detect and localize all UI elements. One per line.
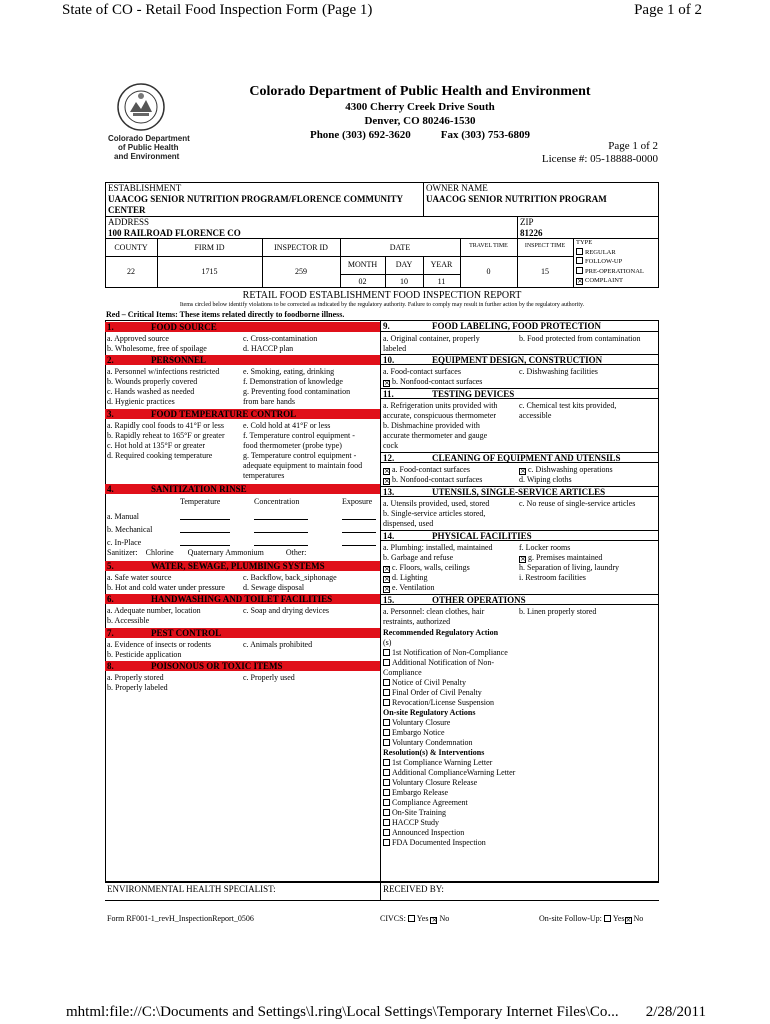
- action-checkbox[interactable]: [383, 789, 390, 796]
- type-preoperational-checkbox[interactable]: [576, 267, 583, 274]
- section-water-sewage: 5. WATER, SEWAGE, PLUMBING SYSTEMS: [105, 561, 380, 571]
- violation-12b-checkbox[interactable]: [383, 478, 390, 485]
- inspection-type: TYPE REGULAR FOLLOW-UP PRE-OPERATIONAL ×COMPLAINT: [576, 238, 644, 286]
- action-checkbox[interactable]: [383, 759, 390, 766]
- followup: On-site Follow-Up: Yes× No: [539, 914, 643, 924]
- inspector-value: 259: [295, 267, 307, 276]
- civcs-yes-checkbox[interactable]: [408, 915, 415, 922]
- firm-value: 1715: [201, 267, 218, 276]
- state-seal-logo: [116, 82, 166, 132]
- action-checkbox[interactable]: [383, 769, 390, 776]
- action-checkbox[interactable]: [383, 809, 390, 816]
- section-toxic-items: 8. POISONOUS OR TOXIC ITEMS: [105, 661, 380, 671]
- agency-logo-text: Colorado Department of Public Health and Environment: [108, 134, 190, 161]
- type-regular-checkbox[interactable]: [576, 248, 583, 255]
- section-other-operations: 15. OTHER OPERATIONS: [381, 594, 659, 605]
- received-by-label: RECEIVED BY:: [383, 884, 444, 894]
- agency-title: Colorado Department of Public Health and Environment: [249, 84, 591, 99]
- zip: 81226: [520, 228, 543, 238]
- violation-14g-checkbox[interactable]: [519, 556, 526, 563]
- regulatory-actions: Recommended Regulatory Action (s) 1st Notification of Non-Compliance Additional Notification of Non-Compliance Notice of Civil Penalty Final Order of Civil Penalty Revocation/License Suspension On-site Regulatory Actions Voluntary Closure Embargo Notice Voluntary Condemnation Resolution(s) & Interventions 1st Compliance Warning Letter Additional ComplianceWarning Letter Voluntary Closure Release Embargo Release Compliance Agreement On-Site Training HACCP Study Announced Inspection FDA Documented Inspection: [383, 628, 516, 847]
- section-testing-devices: 11. TESTING DEVICES: [381, 388, 659, 399]
- type-followup-checkbox[interactable]: [576, 257, 583, 264]
- violation-12a-checkbox[interactable]: [383, 468, 390, 475]
- violation-14d-checkbox[interactable]: [383, 576, 390, 583]
- action-checkbox[interactable]: [383, 799, 390, 806]
- establishment-label: ESTABLISHMENT: [108, 183, 182, 193]
- section-cleaning: 12. CLEANING OF EQUIPMENT AND UTENSILS: [381, 452, 659, 463]
- section-physical-facilities: 14. PHYSICAL FACILITIES: [381, 530, 659, 541]
- address: 100 RAILROAD FLORENCE CO: [108, 228, 241, 238]
- license-number: License #: 05-18888-0000: [541, 153, 658, 165]
- action-checkbox[interactable]: [383, 689, 390, 696]
- agency-header: Colorado Department of Public Health and Environment 4300 Cherry Creek Drive South Denver, CO 80246-1530 Phone (303) 692-3620 Fax (303) 753-6809: [180, 84, 660, 142]
- section-sanitization: 4. SANITIZATION RINSE: [105, 484, 380, 494]
- critical-note: Red – Critical Items: These items related directly to foodborne illness.: [106, 310, 345, 319]
- establishment-name: UAACOG SENIOR NUTRITION PROGRAM/FLORENCE COMMUNITY CENTER: [108, 194, 403, 215]
- section-handwashing: 6. HANDWASHING AND TOILET FACILITIES: [105, 594, 380, 604]
- civcs-no-checkbox[interactable]: [430, 917, 437, 924]
- violation-14e-checkbox[interactable]: [383, 586, 390, 593]
- year-value: 11: [437, 277, 446, 286]
- section-personnel: 2. PERSONNEL: [105, 355, 380, 365]
- section-food-labeling: 9. FOOD LABELING, FOOD PROTECTION: [381, 321, 659, 332]
- section-food-source: 1. FOOD SOURCE: [105, 322, 380, 332]
- phone: Phone (303) 692-3620: [309, 129, 411, 141]
- action-checkbox[interactable]: [383, 649, 390, 656]
- month-value: 02: [358, 277, 367, 286]
- section-equipment-design: 10. EQUIPMENT DESIGN, CONSTRUCTION: [381, 354, 659, 365]
- browser-footer-date: 2/28/2011: [645, 1004, 706, 1020]
- action-checkbox[interactable]: [383, 659, 390, 666]
- section-food-temperature: 3. FOOD TEMPERATURE CONTROL: [105, 409, 380, 419]
- action-checkbox[interactable]: [383, 839, 390, 846]
- action-checkbox[interactable]: [383, 729, 390, 736]
- action-checkbox[interactable]: [383, 719, 390, 726]
- followup-no-checkbox[interactable]: [625, 917, 632, 924]
- county-value: 22: [127, 267, 135, 276]
- type-complaint-checkbox[interactable]: [576, 278, 583, 285]
- section-pest-control: 7. PEST CONTROL: [105, 628, 380, 638]
- action-checkbox[interactable]: [383, 699, 390, 706]
- section-utensils: 13. UTENSILS, SINGLE-SERVICE ARTICLES: [381, 486, 659, 497]
- browser-footer-path: mhtml:file://C:\Documents and Settings\l.ring\Local Settings\Temporary Internet Files\Co...: [66, 1004, 619, 1020]
- action-checkbox[interactable]: [383, 739, 390, 746]
- civcs: CIVCS: Yes × No: [380, 914, 449, 924]
- action-checkbox[interactable]: [383, 829, 390, 836]
- fax: Fax (303) 753-6809: [440, 129, 531, 141]
- report-note: Items circled below identify violations to be corrected as indicated by the regulatory authority. Failure to comply may result in further action by the regulatory authority.: [179, 302, 585, 308]
- browser-title: State of CO - Retail Food Inspection Form (Page 1): [62, 2, 373, 18]
- action-checkbox[interactable]: [383, 779, 390, 786]
- followup-yes-checkbox[interactable]: [604, 915, 611, 922]
- violation-12c-checkbox[interactable]: [519, 468, 526, 475]
- browser-page: Page 1 of 2: [634, 2, 702, 18]
- travel-value: 0: [486, 267, 491, 276]
- action-checkbox[interactable]: [383, 679, 390, 686]
- violation-14c-checkbox[interactable]: [383, 566, 390, 573]
- license-block: Page 1 of 2 License #: 05-18888-0000: [541, 140, 658, 165]
- form-id: Form RF001-1_revH_InspectionReport_0506: [107, 914, 254, 923]
- violation-10b-checkbox[interactable]: [383, 380, 390, 387]
- inspect-value: 15: [541, 267, 549, 276]
- action-checkbox[interactable]: [383, 819, 390, 826]
- owner-name: UAACOG SENIOR NUTRITION PROGRAM: [426, 194, 607, 204]
- report-title: RETAIL FOOD ESTABLISHMENT FOOD INSPECTION REPORT: [242, 290, 522, 301]
- ehs-signature-label: ENVIRONMENTAL HEALTH SPECIALIST:: [107, 884, 276, 894]
- day-value: 10: [400, 277, 408, 286]
